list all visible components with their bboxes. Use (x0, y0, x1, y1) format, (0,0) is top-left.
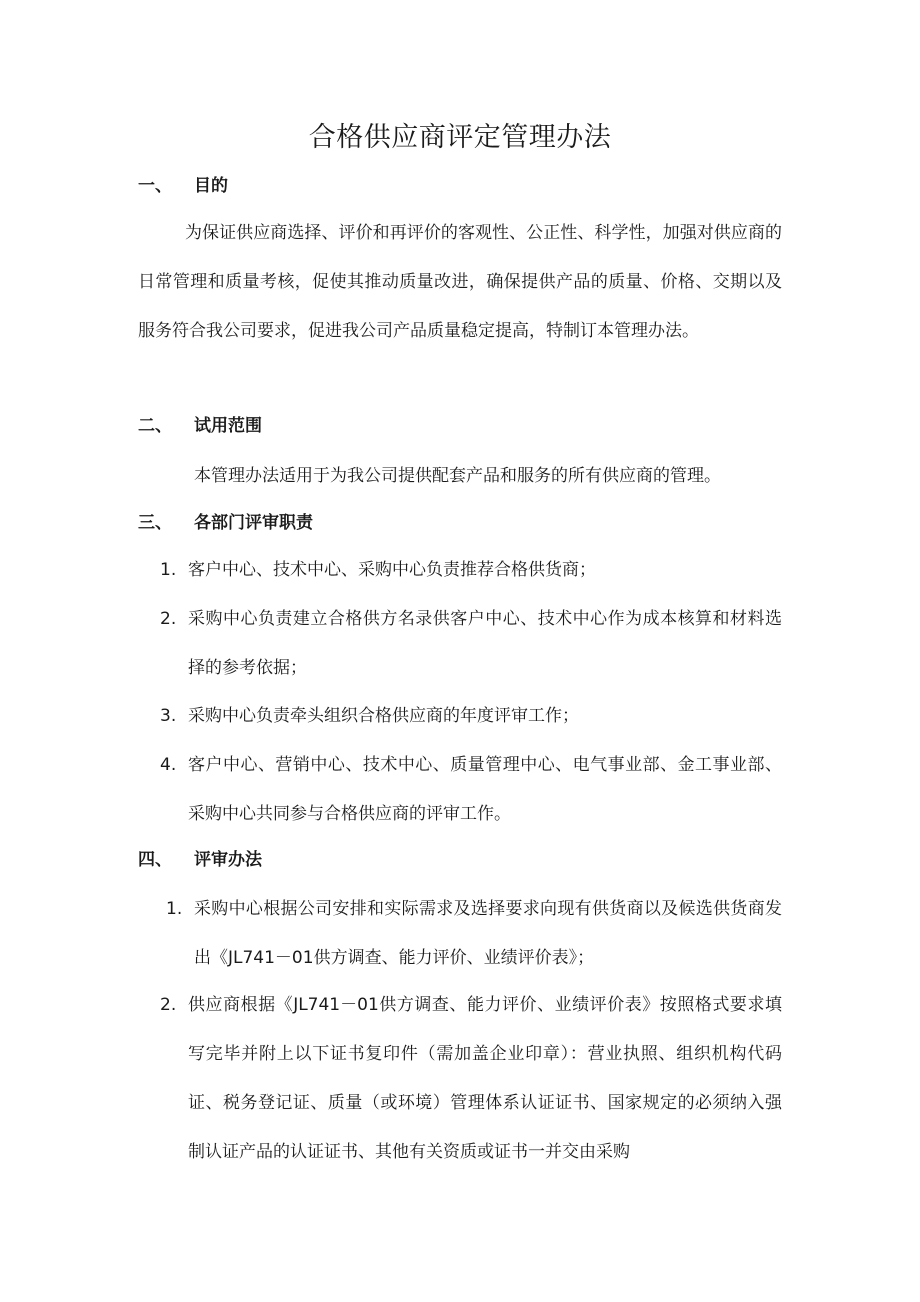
list-item-text: 采购中心根据公司安排和实际需求及选择要求向现有供货商以及候选供货商发出《JL741－01供方调查、能力评价、业绩评价表》； (194, 899, 782, 968)
section-heading-purpose (138, 172, 228, 200)
list-item-text: 采购中心负责牵头组织合格供应商的年度评审工作； (188, 706, 579, 726)
list-item-number: 4. (160, 755, 177, 775)
list-item-number: 2. (160, 609, 177, 629)
list-item-number: 1. (166, 899, 183, 919)
list-item (160, 741, 782, 839)
list-item (160, 692, 782, 741)
list-item-text: 采购中心负责建立合格供方名录供客户中心、技术中心作为成本核算和材料选择的参考依据； (188, 609, 782, 678)
section-paragraph-purpose: 为保证供应商选择、评价和再评价的客观性、公正性、科学性，加强对供应商的日常管理和质量考核，促使其推动质量改进，确保提供产品的质量、价格、交期以及服务符合我公司要求，促进我公司产品质量稳定提高，特制订本管理办法。 (138, 223, 782, 341)
section-heading-text: 评审办法 (194, 850, 262, 870)
section-number: 一、 (138, 176, 172, 196)
section-number: 二、 (138, 416, 172, 436)
section-heading-text: 目的 (194, 176, 228, 196)
document-title: 合格供应商评定管理办法 (308, 122, 612, 153)
section-heading-method (138, 846, 262, 874)
list-item-number: 1. (160, 560, 177, 580)
list-item-text: 客户中心、营销中心、技术中心、质量管理中心、电气事业部、金工事业部、采购中心共同参与合格供应商的评审工作。 (188, 755, 782, 824)
list-item-number: 2. (160, 995, 177, 1015)
list-item-text: 客户中心、技术中心、采购中心负责推荐合格供货商； (188, 560, 596, 580)
list-item (160, 981, 782, 1177)
list-item (160, 595, 782, 693)
section-heading-text: 各部门评审职责 (194, 513, 313, 533)
list-item (160, 546, 782, 595)
section-paragraph-scope: 本管理办法适用于为我公司提供配套产品和服务的所有供应商的管理。 (194, 466, 721, 486)
list-item-number: 3. (160, 706, 177, 726)
section-number: 三、 (138, 513, 172, 533)
section-heading-text: 试用范围 (194, 416, 262, 436)
list-item (166, 885, 782, 983)
section-heading-responsibilities (138, 509, 313, 537)
section-number: 四、 (138, 850, 172, 870)
list-item-text: 供应商根据《JL741－01供方调查、能力评价、业绩评价表》按照格式要求填写完毕并附上以下证书复印件（需加盖企业印章）：营业执照、组织机构代码证、税务登记证、质量（或环境）管理体系认证证书、国家规定的必须纳入强制认证产品的认证证书、其他有关资质或证书一并交由采购 (188, 995, 782, 1162)
section-heading-scope (138, 412, 262, 440)
